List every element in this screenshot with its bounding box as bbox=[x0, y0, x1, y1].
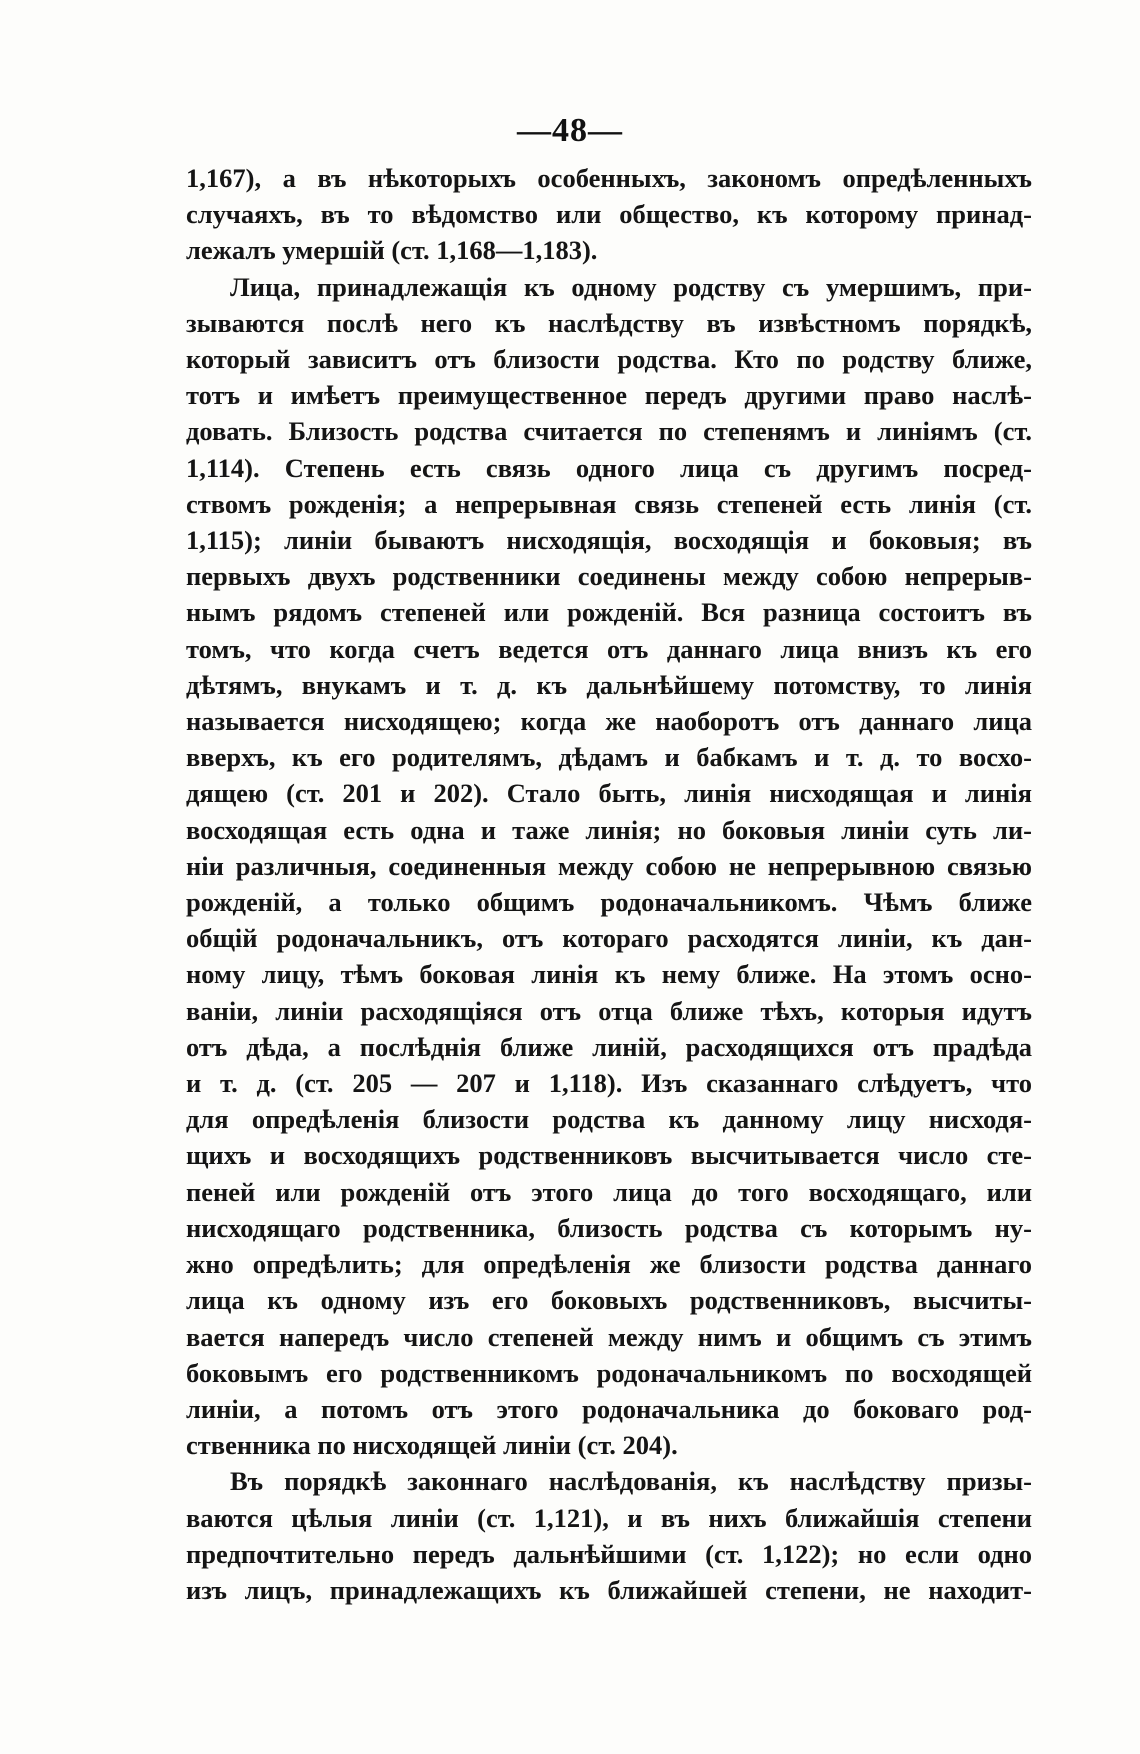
text-line: боковымъ его родственникомъ родоначальникомъ по восходящей bbox=[186, 1357, 1032, 1388]
text-line: рожденій, а только общимъ родоначальникомъ. Чѣмъ ближе bbox=[186, 887, 1032, 918]
text-line: общій родоначальникъ, отъ котораго расходятся линіи, къ дан- bbox=[186, 923, 1032, 954]
text-line: вается напередъ число степеней между нимъ и общимъ съ этимъ bbox=[186, 1321, 1032, 1352]
text-line: случаяхъ, въ то вѣдомство или общество, къ которому принад- bbox=[186, 199, 1032, 230]
text-line: ному лицу, тѣмъ боковая линія къ нему ближе. На этомъ осно- bbox=[186, 959, 1032, 990]
text-line: линіи, а потомъ отъ этого родоначальника до боковаго род- bbox=[186, 1393, 1032, 1424]
text-line: отъ дѣда, а послѣднія ближе линій, расходящихся отъ прадѣда bbox=[186, 1031, 1032, 1062]
text-line: дѣтямъ, внукамъ и т. д. къ дальнѣйшему потомству, то линія bbox=[186, 669, 1032, 700]
text-line: восходящая есть одна и таже линія; но боковыя линіи суть ли- bbox=[186, 814, 1032, 845]
body-text bbox=[186, 160, 1032, 1608]
text-line: Въ порядкѣ законнаго наслѣдованія, къ наслѣдству призы- bbox=[230, 1466, 1032, 1497]
text-line: лежалъ умершій (ст. 1,168—1,183). bbox=[186, 235, 598, 266]
text-line: первыхъ двухъ родственники соединены между собою непрерыв- bbox=[186, 561, 1032, 592]
text-line: тотъ и имѣетъ преимущественное передъ другими право наслѣ- bbox=[186, 380, 1032, 411]
text-line: ніи различныя, соединенныя между собою не непрерывною связью bbox=[186, 850, 1032, 881]
text-line: 1,115); линіи бываютъ нисходящія, восходящія и боковыя; въ bbox=[186, 525, 1032, 556]
text-line: нымъ рядомъ степеней или рожденій. Вся разница состоитъ въ bbox=[186, 597, 1032, 628]
paragraph bbox=[186, 269, 1032, 1464]
paragraph bbox=[186, 1463, 1032, 1608]
text-line: жно опредѣлить; для опредѣленія же близости родства даннаго bbox=[186, 1249, 1032, 1280]
text-line: лица къ одному изъ его боковыхъ родственниковъ, высчиты- bbox=[186, 1285, 1032, 1316]
text-line: дящею (ст. 201 и 202). Стало быть, линія нисходящая и линія bbox=[186, 778, 1032, 809]
text-line: называется нисходящею; когда же наоборотъ отъ даннаго лица bbox=[186, 706, 1032, 737]
text-line: зываются послѣ него къ наслѣдству въ извѣстномъ порядкѣ, bbox=[186, 307, 1032, 338]
text-line: ственника по нисходящей линіи (ст. 204). bbox=[186, 1430, 678, 1461]
text-line: Лица, принадлежащія къ одному родству съ умершимъ, при- bbox=[230, 271, 1032, 302]
text-line: пеней или рожденій отъ этого лица до того восходящаго, или bbox=[186, 1176, 1032, 1207]
text-line: довать. Близость родства считается по степенямъ и линіямъ (ст. bbox=[186, 416, 1032, 447]
paragraph bbox=[186, 160, 1032, 269]
text-line: для опредѣленія близости родства къ данному лицу нисходя- bbox=[186, 1104, 1032, 1135]
text-line: нисходящаго родственника, близость родства съ которымъ ну- bbox=[186, 1212, 1032, 1243]
page-number: —48— bbox=[517, 112, 623, 149]
text-line: ваются цѣлыя линіи (ст. 1,121), и въ нихъ ближайшія степени bbox=[186, 1502, 1032, 1533]
text-line: 1,114). Степень есть связь одного лица съ другимъ посред- bbox=[186, 452, 1032, 483]
text-line: щихъ и восходящихъ родственниковъ высчитывается число сте- bbox=[186, 1140, 1032, 1171]
text-line: вверхъ, къ его родителямъ, дѣдамъ и бабкамъ и т. д. то восхо- bbox=[186, 742, 1032, 773]
text-line: изъ лицъ, принадлежащихъ къ ближайшей степени, не находит- bbox=[186, 1574, 1032, 1605]
text-line: который зависитъ отъ близости родства. Кто по родству ближе, bbox=[186, 344, 1032, 375]
text-line: 1,167), а въ нѣкоторыхъ особенныхъ, закономъ опредѣленныхъ bbox=[186, 163, 1032, 193]
text-line: ваніи, линіи расходящіяся отъ отца ближе тѣхъ, которыя идутъ bbox=[186, 995, 1032, 1026]
text-line: предпочтительно передъ дальнѣйшими (ст. 1,122); но если одно bbox=[186, 1538, 1032, 1569]
text-line: и т. д. (ст. 205 — 207 и 1,118). Изъ сказаннаго слѣдуетъ, что bbox=[186, 1068, 1032, 1099]
text-line: томъ, что когда счетъ ведется отъ даннаго лица внизъ къ его bbox=[186, 633, 1032, 664]
text-line: ствомъ рожденія; а непрерывная связь степеней есть линія (ст. bbox=[186, 488, 1032, 519]
